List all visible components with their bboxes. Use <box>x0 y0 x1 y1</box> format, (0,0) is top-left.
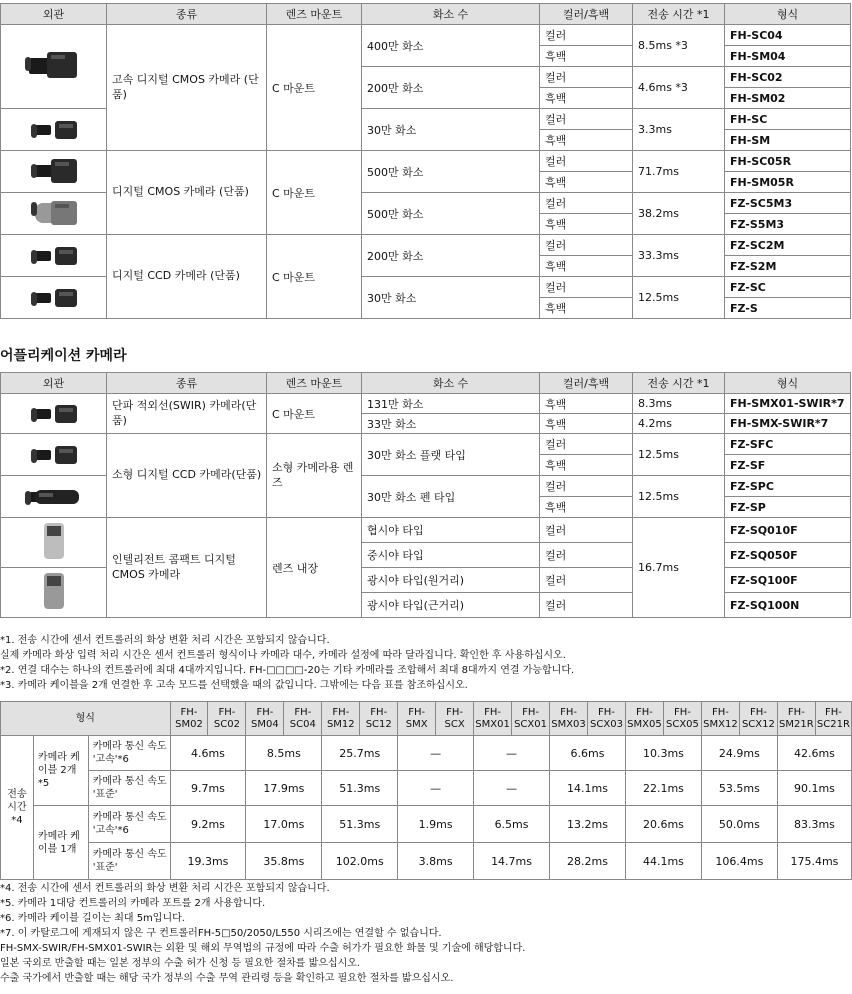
camera-image <box>1 277 107 319</box>
camera-image <box>1 193 107 235</box>
color-type: 컬러 <box>540 277 633 298</box>
footnotes-bottom <box>0 881 525 986</box>
color-type: 흑백 <box>540 497 633 518</box>
transfer-time: 3.3ms <box>633 109 725 151</box>
speed-cell: 53.5ms <box>701 771 777 806</box>
comm-speed: 카메라 통신 속도 '표준' <box>88 771 170 806</box>
color-type: 흑백 <box>540 455 633 476</box>
header-mount: 렌즈 마운트 <box>267 4 362 25</box>
camera-type: 디지털 CCD 카메라 (단품) <box>107 235 267 319</box>
footnote: *5. 카메라 1대당 컨트롤러의 카메라 포트를 2개 사용합니다. <box>0 898 266 909</box>
model-code: FZ-S5M3 <box>725 214 851 235</box>
color-type: 흑백 <box>540 256 633 277</box>
color-type: 흑백 <box>540 298 633 319</box>
camera-icon <box>23 478 85 512</box>
model-code: FZ-SC <box>725 277 851 298</box>
color-type: 컬러 <box>540 543 633 568</box>
col-header: FH-SM04 <box>246 702 284 736</box>
transfer-time-group: 전송 시간 *4 <box>1 736 34 880</box>
camera-image <box>1 151 107 193</box>
camera-icon <box>23 395 85 429</box>
footnote: 실제 카메라 화상 입력 처리 시간은 센서 컨트롤러 형식이나 카메라 대수, 카메라 설정에 따라 달라집니다. 확인한 후 사용하십시오. <box>0 650 566 661</box>
footnotes-top <box>0 633 574 693</box>
color-type: 컬러 <box>540 434 633 455</box>
speed-cell: 9.7ms <box>170 771 246 806</box>
speed-cell: 22.1ms <box>625 771 701 806</box>
pixel-count: 30만 화소 <box>362 277 540 319</box>
speed-cell: 175.4ms <box>777 843 851 880</box>
color-type: 컬러 <box>540 235 633 256</box>
camera-image <box>1 518 107 568</box>
comm-speed: 카메라 통신 속도 '고속'*6 <box>88 806 170 843</box>
speed-cell: 35.8ms <box>246 843 322 880</box>
color-type: 컬러 <box>540 109 633 130</box>
transfer-time: 16.7ms <box>633 518 725 618</box>
speed-cell: 17.0ms <box>246 806 322 843</box>
speed-cell: 102.0ms <box>322 843 398 880</box>
speed-cell: 10.3ms <box>625 736 701 771</box>
header-model: 형식 <box>725 4 851 25</box>
color-type: 컬러 <box>540 67 633 88</box>
camera-image <box>1 434 107 476</box>
pixel-count: 400만 화소 <box>362 25 540 67</box>
header-mount: 렌즈 마운트 <box>267 373 362 394</box>
model-code: FZ-SC5M3 <box>725 193 851 214</box>
model-code: FZ-S <box>725 298 851 319</box>
camera-image <box>1 235 107 277</box>
col-header: FH-SMX03 <box>550 702 588 736</box>
footnote: 수출 국가에서 반출할 때는 해당 국가 정부의 수출 무역 관리령 등을 확인하고 필요한 절차를 밟으십시오. <box>0 973 454 984</box>
camera-image <box>1 25 107 109</box>
header-type: 종류 <box>107 373 267 394</box>
speed-cell: 28.2ms <box>550 843 626 880</box>
col-header: FH-SMX <box>398 702 436 736</box>
speed-cell: 50.0ms <box>701 806 777 843</box>
speed-cell: 83.3ms <box>777 806 851 843</box>
pixel-count: 협시야 타입 <box>362 518 540 543</box>
pixel-count: 30만 화소 펜 타입 <box>362 476 540 518</box>
pixel-count: 33만 화소 <box>362 414 540 434</box>
camera-type: 고속 디지털 CMOS 카메라 (단품) <box>107 25 267 151</box>
col-header: FH-SM21R <box>777 702 815 736</box>
header-pixels: 화소 수 <box>362 373 540 394</box>
transfer-time: 38.2ms <box>633 193 725 235</box>
footnote: *1. 전송 시간에 센서 컨트롤러의 화상 변환 처리 시간은 포함되지 않습니다. <box>0 635 330 646</box>
camera-image <box>1 568 107 618</box>
color-type: 컬러 <box>540 25 633 46</box>
camera-icon <box>23 436 85 470</box>
speed-cell: 17.9ms <box>246 771 322 806</box>
model-code: FH-SC02 <box>725 67 851 88</box>
col-header: FH-SMX01 <box>474 702 512 736</box>
model-code: FH-SC <box>725 109 851 130</box>
speed-cell: 24.9ms <box>701 736 777 771</box>
model-code: FZ-SQ050F <box>725 543 851 568</box>
color-type: 흑백 <box>540 394 633 414</box>
camera-icon <box>23 153 85 187</box>
col-header: FH-SMX05 <box>625 702 663 736</box>
lens-mount: 소형 카메라용 렌즈 <box>267 434 362 518</box>
transfer-time: 12.5ms <box>633 434 725 476</box>
col-header: FH-SC12 <box>360 702 398 736</box>
speed-cell: 14.7ms <box>474 843 550 880</box>
camera-type: 소형 디지털 CCD 카메라(단품) <box>107 434 267 518</box>
speed-cell: 9.2ms <box>170 806 246 843</box>
col-header: FH-SCX <box>436 702 474 736</box>
footnote: FH-SMX-SWIR/FH-SMX01-SWIR는 외환 및 해외 무역법의 규정에 따라 수출 허가가 필요한 화물 및 기술에 해당합니다. <box>0 943 526 954</box>
color-type: 흑백 <box>540 130 633 151</box>
camera-icon <box>23 48 85 82</box>
camera-icon <box>23 111 85 145</box>
speed-cell: 19.3ms <box>170 843 246 880</box>
col-header: FH-SCX12 <box>739 702 777 736</box>
cable-count: 카메라 케이블 2개*5 <box>33 736 88 806</box>
model-code: FH-SMX-SWIR*7 <box>725 414 851 434</box>
color-type: 컬러 <box>540 193 633 214</box>
pixel-count: 500만 화소 <box>362 151 540 193</box>
model-code: FZ-S2M <box>725 256 851 277</box>
color-type: 컬러 <box>540 593 633 618</box>
pixel-count: 광시야 타입(근거리) <box>362 593 540 618</box>
lens-mount: C 마운트 <box>267 25 362 151</box>
speed-cell: 44.1ms <box>625 843 701 880</box>
footnote: *2. 연결 대수는 하나의 컨트롤러에 최대 4대까지입니다. FH-□□□□-20는 기타 카메라를 조합해서 최대 8대까지 연결 가능합니다. <box>0 665 575 676</box>
col-header: FH-SC04 <box>284 702 322 736</box>
footnote: *3. 카메라 케이블을 2개 연결한 후 고속 모드를 선택했을 때의 값입니다. 그밖에는 다음 표를 참조하십시오. <box>0 680 468 691</box>
speed-cell: 4.6ms <box>170 736 246 771</box>
pixel-count: 500만 화소 <box>362 193 540 235</box>
header-appearance: 외관 <box>1 4 107 25</box>
model-code: FH-SM <box>725 130 851 151</box>
transfer-time: 8.5ms *3 <box>633 25 725 67</box>
model-code: FH-SM02 <box>725 88 851 109</box>
color-type: 흑백 <box>540 172 633 193</box>
header-color: 컬러/흑백 <box>540 4 633 25</box>
transfer-time: 33.3ms <box>633 235 725 277</box>
transfer-time: 8.3ms <box>633 394 725 414</box>
lens-mount: 렌즈 내장 <box>267 518 362 618</box>
comm-speed: 카메라 통신 속도 '표준' <box>88 843 170 880</box>
speed-cell: — <box>398 771 474 806</box>
header-pixels: 화소 수 <box>362 4 540 25</box>
color-type: 컬러 <box>540 518 633 543</box>
header-color: 컬러/흑백 <box>540 373 633 394</box>
comm-speed: 카메라 통신 속도 '고속'*6 <box>88 736 170 771</box>
col-header: FH-SM02 <box>170 702 208 736</box>
camera-icon <box>23 237 85 271</box>
pixel-count: 중시야 타입 <box>362 543 540 568</box>
camera-icon <box>34 571 74 611</box>
speed-cell: 20.6ms <box>625 806 701 843</box>
speed-cell: 1.9ms <box>398 806 474 843</box>
color-type: 컬러 <box>540 476 633 497</box>
camera-type: 단파 적외선(SWIR) 카메라(단품) <box>107 394 267 434</box>
transfer-time: 4.2ms <box>633 414 725 434</box>
footnote: *4. 전송 시간에 센서 컨트롤러의 화상 변환 처리 시간은 포함되지 않습니다. <box>0 883 330 894</box>
camera-table-standard <box>0 3 851 319</box>
pixel-count: 200만 화소 <box>362 235 540 277</box>
speed-cell: 90.1ms <box>777 771 851 806</box>
speed-cell: 42.6ms <box>777 736 851 771</box>
speed-cell: 6.6ms <box>550 736 626 771</box>
lens-mount: C 마운트 <box>267 235 362 319</box>
col-header: FH-SM12 <box>322 702 360 736</box>
model-code: FZ-SQ100F <box>725 568 851 593</box>
camera-icon <box>34 521 74 561</box>
header-appearance: 외관 <box>1 373 107 394</box>
color-type: 흑백 <box>540 414 633 434</box>
speed-cell: 51.3ms <box>322 806 398 843</box>
camera-icon <box>23 195 85 229</box>
color-type: 흑백 <box>540 214 633 235</box>
col-header: FH-SCX01 <box>512 702 550 736</box>
header-model: 형식 <box>725 373 851 394</box>
camera-image <box>1 476 107 518</box>
speed-cell: — <box>474 771 550 806</box>
transfer-time: 4.6ms *3 <box>633 67 725 109</box>
model-code: FZ-SP <box>725 497 851 518</box>
speed-cell: 106.4ms <box>701 843 777 880</box>
speed-cell: — <box>398 736 474 771</box>
lens-mount: C 마운트 <box>267 151 362 235</box>
speed-cell: 25.7ms <box>322 736 398 771</box>
camera-type: 디지털 CMOS 카메라 (단품) <box>107 151 267 235</box>
col-header: FH-SC02 <box>208 702 246 736</box>
transfer-speed-table <box>0 701 852 880</box>
camera-type: 인텔리전트 콤팩트 디지털 CMOS 카메라 <box>107 518 267 618</box>
speed-cell: 3.8ms <box>398 843 474 880</box>
speed-cell: 6.5ms <box>474 806 550 843</box>
section-title: 어플리케이션 카메라 <box>0 348 127 364</box>
pixel-count: 30만 화소 <box>362 109 540 151</box>
pixel-count: 광시야 타입(원거리) <box>362 568 540 593</box>
cable-count: 카메라 케이블 1개 <box>33 806 88 880</box>
pixel-count: 30만 화소 플랫 타입 <box>362 434 540 476</box>
speed-cell: 8.5ms <box>246 736 322 771</box>
model-code: FH-SM04 <box>725 46 851 67</box>
header-model: 형식 <box>1 702 171 736</box>
color-type: 흑백 <box>540 88 633 109</box>
model-code: FZ-SQ100N <box>725 593 851 618</box>
lens-mount: C 마운트 <box>267 394 362 434</box>
footnote: *6. 카메라 케이블 길이는 최대 5m입니다. <box>0 913 185 924</box>
pixel-count: 131만 화소 <box>362 394 540 414</box>
camera-icon <box>23 279 85 313</box>
pixel-count: 200만 화소 <box>362 67 540 109</box>
model-code: FZ-SF <box>725 455 851 476</box>
model-code: FZ-SC2M <box>725 235 851 256</box>
header-transfer: 전송 시간 *1 <box>633 4 725 25</box>
footnote: *7. 이 카탈로그에 게재되지 않은 구 컨트롤러FH-5□50/2050/L550 시리즈에는 연결할 수 없습니다. <box>0 928 442 939</box>
model-code: FZ-SPC <box>725 476 851 497</box>
camera-table-application <box>0 372 851 618</box>
col-header: FH-SCX05 <box>663 702 701 736</box>
model-code: FH-SC04 <box>725 25 851 46</box>
transfer-time: 12.5ms <box>633 277 725 319</box>
speed-cell: 13.2ms <box>550 806 626 843</box>
col-header: FH-SMX12 <box>701 702 739 736</box>
header-transfer: 전송 시간 *1 <box>633 373 725 394</box>
footnote: 일본 국외로 반출할 때는 일본 정부의 수출 허가 신청 등 필요한 절차를 밟으십시오. <box>0 958 361 969</box>
model-code: FH-SMX01-SWIR*7 <box>725 394 851 414</box>
model-code: FZ-SFC <box>725 434 851 455</box>
col-header: FH-SCX03 <box>588 702 626 736</box>
model-code: FZ-SQ010F <box>725 518 851 543</box>
camera-image <box>1 109 107 151</box>
speed-cell: — <box>474 736 550 771</box>
camera-image <box>1 394 107 434</box>
header-type: 종류 <box>107 4 267 25</box>
speed-cell: 51.3ms <box>322 771 398 806</box>
transfer-time: 71.7ms <box>633 151 725 193</box>
transfer-time: 12.5ms <box>633 476 725 518</box>
model-code: FH-SM05R <box>725 172 851 193</box>
color-type: 컬러 <box>540 151 633 172</box>
model-code: FH-SC05R <box>725 151 851 172</box>
speed-cell: 14.1ms <box>550 771 626 806</box>
color-type: 컬러 <box>540 568 633 593</box>
col-header: FH-SC21R <box>815 702 851 736</box>
color-type: 흑백 <box>540 46 633 67</box>
